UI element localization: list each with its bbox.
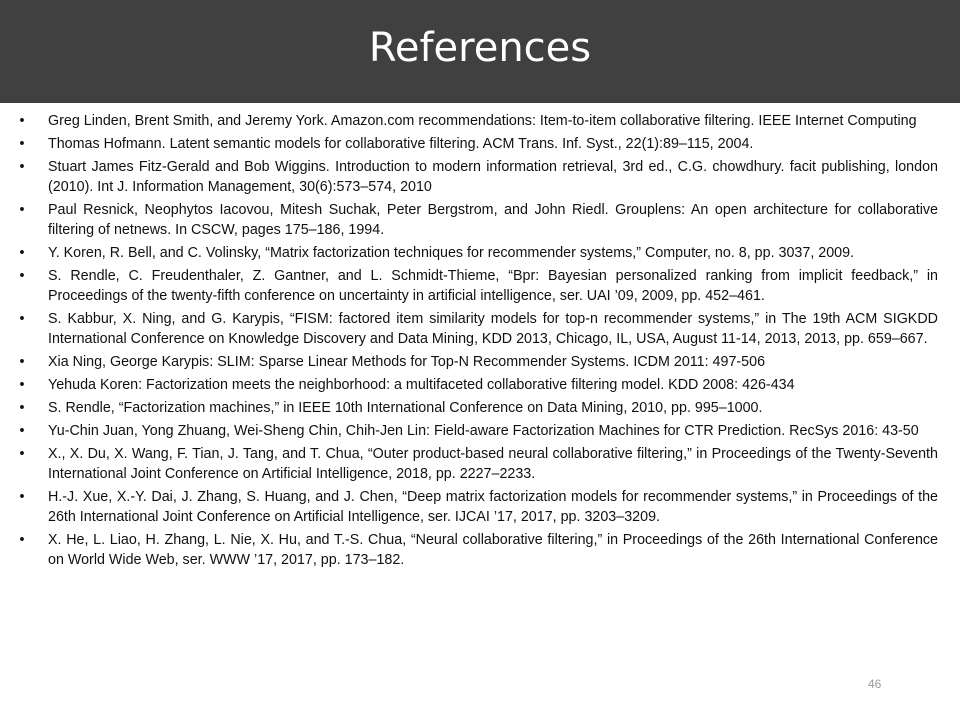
bullet-icon: •	[19, 311, 25, 327]
bullet-icon: •	[19, 400, 25, 416]
bullet-icon: •	[19, 136, 25, 152]
bullet-icon: •	[19, 159, 25, 175]
reference-item	[16, 375, 938, 395]
reference-text: H.-J. Xue, X.-Y. Dai, J. Zhang, S. Huang, and J. Chen, “Deep matrix factorization models for recommender systems,” in Proceedings of the 26th International Joint Conference on Artificial Intelligence, ser. IJCAI ’17, 2017, pp. 3203–3209.	[48, 489, 938, 525]
reference-text: Yehuda Koren: Factorization meets the neighborhood: a multifaceted collaborative filtering model. KDD 2008: 426-434	[48, 377, 795, 393]
bullet-icon: •	[19, 423, 25, 439]
bullet-icon: •	[19, 377, 25, 393]
reference-item	[16, 243, 938, 263]
reference-text: Paul Resnick, Neophytos Iacovou, Mitesh Suchak, Peter Bergstrom, and John Riedl. Grouplens: An open architecture for collaborative filtering of netnews. In CSCW, pages 175–186, 1994.	[48, 202, 938, 238]
reference-item	[16, 444, 938, 484]
reference-text: S. Rendle, “Factorization machines,” in IEEE 10th International Conference on Data Mining, 2010, pp. 995–1000.	[48, 400, 763, 416]
reference-text: S. Kabbur, X. Ning, and G. Karypis, “FISM: factored item similarity models for top-n recommender systems,” in The 19th ACM SIGKDD International Conference on Knowledge Discovery and Data Mining, KDD 2013, Chicago, IL, USA, August 11-14, 2013, 2013, pp. 659–667.	[48, 311, 938, 347]
reference-text: Greg Linden, Brent Smith, and Jeremy York. Amazon.com recommendations: Item-to-item collaborative filtering. IEEE Internet Computing	[48, 113, 917, 129]
bullet-icon: •	[19, 489, 25, 505]
reference-item	[16, 134, 938, 154]
bullet-icon: •	[19, 245, 25, 261]
reference-text: X., X. Du, X. Wang, F. Tian, J. Tang, and T. Chua, “Outer product-based neural collaborative filtering,” in Proceedings of the Twenty-Seventh International Joint Conference on Artificial Intelligence, 2018, pp. 2227–2233.	[48, 446, 938, 482]
reference-text: S. Rendle, C. Freudenthaler, Z. Gantner, and L. Schmidt-Thieme, “Bpr: Bayesian personalized ranking from implicit feedback,” in Proceedings of the twenty-fifth conference on uncertainty in artificial intelligence, ser. UAI ’09, 2009, pp. 452–461.	[48, 268, 938, 304]
bullet-icon: •	[19, 354, 25, 370]
reference-text: Xia Ning, George Karypis: SLIM: Sparse Linear Methods for Top-N Recommender Systems. ICDM 2011: 497-506	[48, 354, 766, 370]
reference-text: Stuart James Fitz-Gerald and Bob Wiggins. Introduction to modern information retrieval, 3rd ed., C.G. chowdhury. facit publishing, london (2010). Int J. Information Management, 30(6):573–574, 2010	[48, 159, 938, 195]
reference-text: Yu-Chin Juan, Yong Zhuang, Wei-Sheng Chin, Chih-Jen Lin: Field-aware Factorization Machines for CTR Prediction. RecSys 2016: 43-50	[48, 423, 919, 439]
reference-item	[16, 309, 938, 349]
page-number: 46	[868, 677, 882, 691]
reference-item	[16, 200, 938, 240]
reference-item	[16, 398, 938, 418]
reference-item	[16, 111, 938, 131]
reference-item	[16, 266, 938, 306]
bullet-icon: •	[19, 202, 25, 218]
reference-text: Thomas Hofmann. Latent semantic models for collaborative filtering. ACM Trans. Inf. Syst., 22(1):89–115, 2004.	[48, 136, 754, 152]
reference-item	[16, 530, 938, 570]
reference-item	[16, 487, 938, 527]
slide-header	[0, 0, 960, 103]
reference-text: X. He, L. Liao, H. Zhang, L. Nie, X. Hu, and T.-S. Chua, “Neural collaborative filtering,” in Proceedings of the 26th International Conference on World Wide Web, ser. WWW ’17, 2017, pp. 173–182.	[48, 532, 938, 568]
reference-item	[16, 421, 938, 441]
bullet-icon: •	[19, 532, 25, 548]
slide-title: References	[368, 24, 592, 71]
reference-text: Y. Koren, R. Bell, and C. Volinsky, “Matrix factorization techniques for recommender systems,” Computer, no. 8, pp. 3037, 2009.	[48, 245, 855, 261]
bullet-icon: •	[19, 268, 25, 284]
reference-item	[16, 157, 938, 197]
bullet-icon: •	[19, 113, 25, 129]
bullet-icon: •	[19, 446, 25, 462]
reference-list	[16, 111, 938, 573]
reference-item	[16, 352, 938, 372]
